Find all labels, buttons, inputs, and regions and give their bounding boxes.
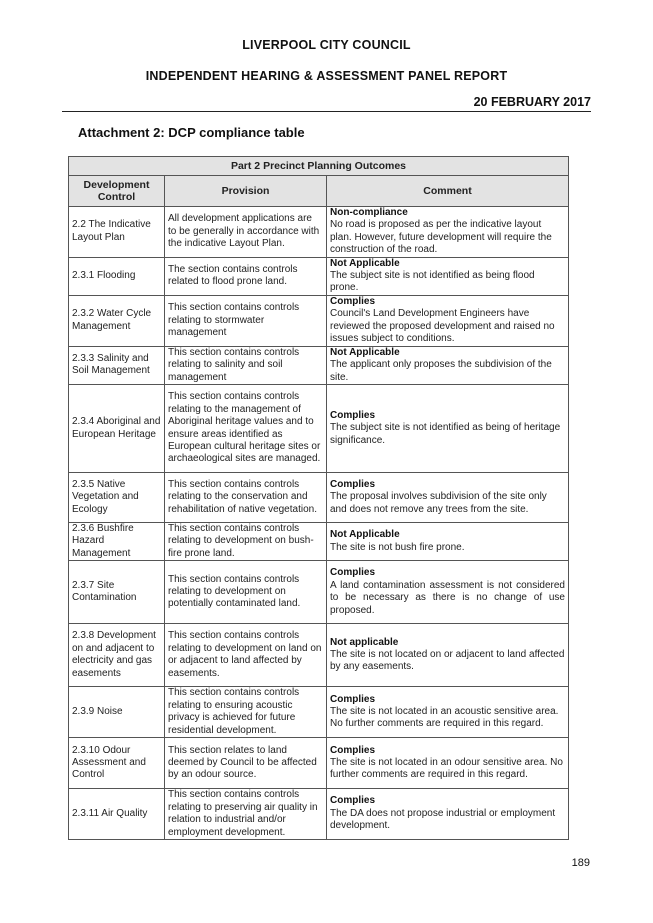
comment-cell — [327, 523, 569, 561]
status-label: Complies — [330, 567, 376, 579]
provision-cell: This section contains controls relating to preserving air quality in relation to industrial and/or employment development. — [165, 789, 327, 840]
comment-cell — [327, 295, 569, 346]
provision-cell: This section contains controls relating to ensuring acoustic privacy is achieved for future residential development. — [165, 687, 327, 738]
table-row — [69, 789, 569, 840]
comment-text: The site is not located in an odour sensitive area. No further comments are required in this regard. — [330, 757, 563, 781]
table-row — [69, 346, 569, 384]
page-number: 189 — [571, 857, 590, 869]
provision-cell: This section contains controls relating to development on land on or adjacent to land affected by easements. — [165, 624, 327, 687]
provision-cell: This section contains controls relating to salinity and soil management — [165, 346, 327, 384]
status-label: Not Applicable — [330, 257, 400, 269]
column-header-provision: Provision — [165, 176, 327, 207]
control-cell: 2.3.11 Air Quality — [69, 789, 165, 840]
control-cell: 2.3.8 Development on and adjacent to electricity and gas easements — [69, 624, 165, 687]
table-row — [69, 687, 569, 738]
table-title: Part 2 Precinct Planning Outcomes — [69, 157, 569, 176]
status-label: Not Applicable — [330, 529, 400, 541]
table-row — [69, 561, 569, 624]
table-row — [69, 257, 569, 295]
table-row — [69, 207, 569, 258]
status-label: Complies — [330, 744, 376, 756]
council-name: LIVERPOOL CITY COUNCIL — [242, 38, 411, 52]
comment-cell — [327, 624, 569, 687]
control-cell: 2.2 The Indicative Layout Plan — [69, 207, 165, 258]
status-label: Complies — [330, 795, 376, 807]
provision-cell: The section contains controls related to flood prone land. — [165, 257, 327, 295]
control-cell: 2.3.6 Bushfire Hazard Management — [69, 523, 165, 561]
dcp-compliance-table — [68, 156, 569, 840]
comment-cell — [327, 738, 569, 789]
provision-cell: This section contains controls relating to the conservation and rehabilitation of native vegetation. — [165, 473, 327, 523]
header-divider — [62, 111, 591, 112]
comment-text: No road is proposed as per the indicative layout plan. However, future development will require the construction of the road. — [330, 219, 552, 256]
column-header-control: Development Control — [69, 176, 165, 207]
comment-text: The DA does not propose industrial or employment development. — [330, 807, 556, 832]
comment-cell — [327, 473, 569, 523]
control-cell: 2.3.9 Noise — [69, 687, 165, 738]
status-label: Complies — [330, 478, 376, 490]
status-label: Non-compliance — [330, 207, 408, 218]
provision-cell: This section contains controls relating to development on bush-fire prone land. — [165, 523, 327, 561]
comment-text: Council's Land Development Engineers have reviewed the proposed development and raised no issues subject to conditions. — [330, 308, 555, 345]
provision-cell: This section contains controls relating to the management of Aboriginal heritage values and to ensure areas identified as European cultural heritage sites or archaeological sites are managed. — [165, 385, 327, 473]
status-label: Complies — [330, 693, 376, 705]
comment-cell — [327, 207, 569, 258]
control-cell: 2.3.4 Aboriginal and European Heritage — [69, 385, 165, 473]
status-label: Complies — [330, 296, 376, 308]
comment-cell — [327, 561, 569, 624]
comment-cell — [327, 789, 569, 840]
attachment-title: Attachment 2: DCP compliance table — [78, 125, 305, 140]
comment-cell — [327, 346, 569, 384]
comment-text: The subject site is not identified as being flood prone. — [330, 270, 535, 294]
report-title: INDEPENDENT HEARING & ASSESSMENT PANEL REPORT — [145, 69, 508, 83]
status-label: Not applicable — [330, 636, 399, 648]
status-label: Not Applicable — [330, 346, 400, 358]
table-row — [69, 295, 569, 346]
report-date: 20 FEBRUARY 2017 — [473, 95, 591, 109]
control-cell: 2.3.1 Flooding — [69, 257, 165, 295]
comment-text: The site is not bush fire prone. — [330, 541, 465, 553]
comment-text: The applicant only proposes the subdivision of the site. — [330, 359, 552, 383]
comment-text: The proposal involves subdivision of the site only and does not remove any trees from the site. — [330, 491, 547, 515]
provision-cell: This section contains controls relating to stormwater management — [165, 295, 327, 346]
comment-text: The subject site is not identified as being of heritage significance. — [330, 422, 561, 446]
comment-text: A land contamination assessment is not considered to be necessary as there is no change of use proposed. — [330, 579, 565, 616]
comment-cell — [327, 687, 569, 738]
comment-text: The site is not located on or adjacent to land affected by any easements. — [330, 649, 565, 673]
comment-cell — [327, 257, 569, 295]
control-cell: 2.3.5 Native Vegetation and Ecology — [69, 473, 165, 523]
table-row — [69, 385, 569, 473]
control-cell: 2.3.10 Odour Assessment and Control — [69, 738, 165, 789]
comment-cell — [327, 385, 569, 473]
provision-cell: All development applications are to be generally in accordance with the indicative Layout Plan. — [165, 207, 327, 258]
control-cell: 2.3.7 Site Contamination — [69, 561, 165, 624]
table-row — [69, 473, 569, 523]
table-row — [69, 624, 569, 687]
table-row — [69, 738, 569, 789]
table-row — [69, 523, 569, 561]
comment-text: The site is not located in an acoustic sensitive area. No further comments are required in this regard. — [330, 706, 559, 730]
provision-cell: This section contains controls relating to development on potentially contaminated land. — [165, 561, 327, 624]
control-cell: 2.3.2 Water Cycle Management — [69, 295, 165, 346]
provision-cell: This section relates to land deemed by Council to be affected by an odour source. — [165, 738, 327, 789]
control-cell: 2.3.3 Salinity and Soil Management — [69, 346, 165, 384]
status-label: Complies — [330, 409, 376, 421]
column-header-comment: Comment — [327, 176, 569, 207]
